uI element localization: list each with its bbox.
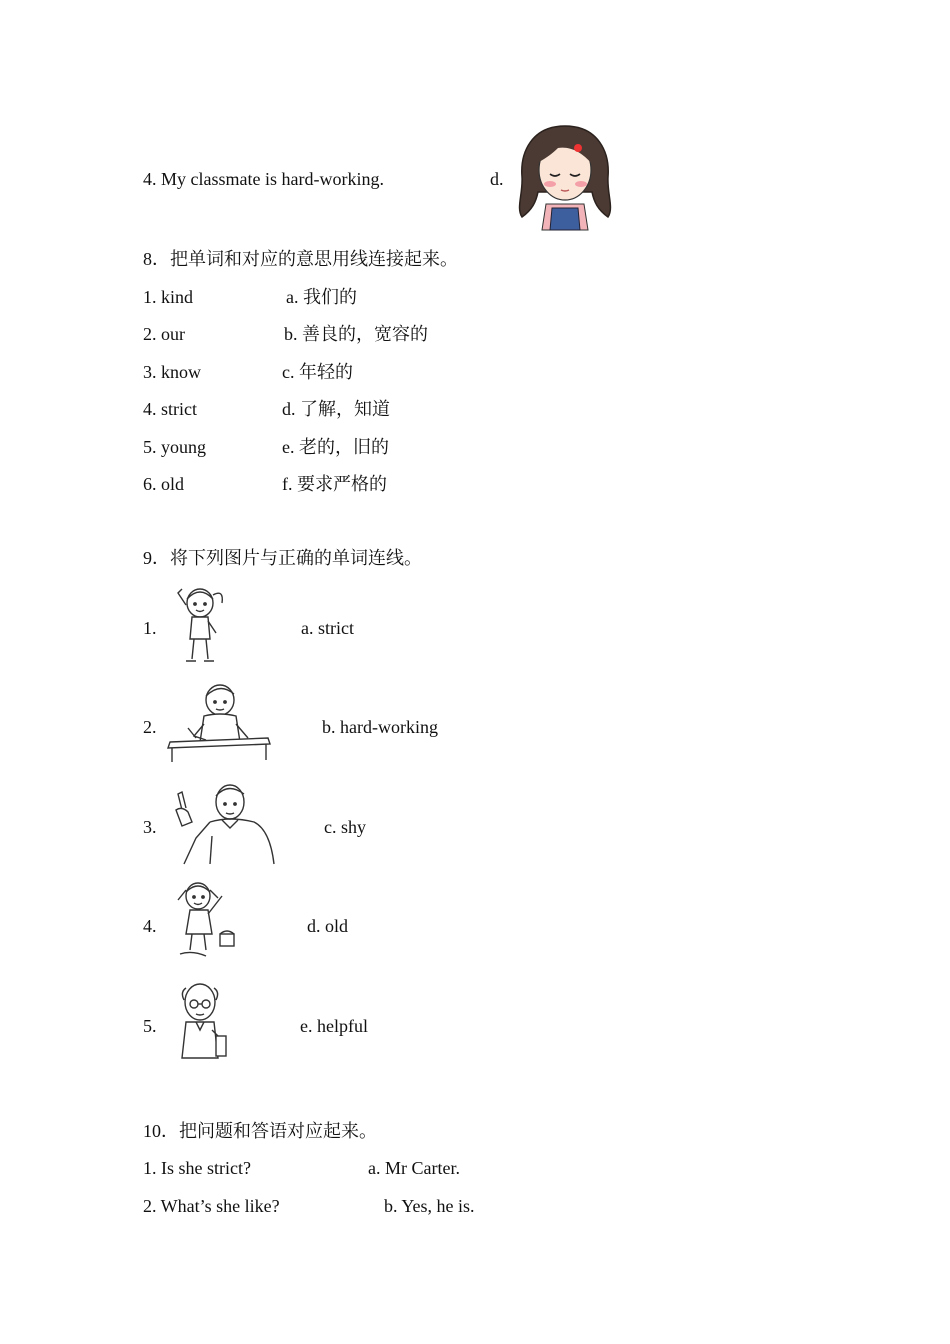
q8-right-e: e. 老的，旧的 — [282, 437, 389, 457]
shy-girl-icon — [512, 122, 618, 232]
q8-title: 8．把单词和对应的意思用线连接起来。 — [143, 249, 458, 269]
q9-number-3: 3. — [143, 817, 157, 837]
q8-right-f: f. 要求严格的 — [282, 474, 387, 494]
boy-writing-icon — [166, 680, 272, 764]
q8-left-2: 2. our — [143, 324, 185, 344]
man-pointing-icon — [170, 780, 276, 866]
q8-left-6: 6. old — [143, 474, 185, 494]
q10-title: 10．把问题和答语对应起来。 — [143, 1121, 377, 1141]
girl-waving-icon — [172, 583, 228, 669]
q10-question-1: 1. Is she strict? — [143, 1158, 251, 1178]
q9-number-4: 4. — [143, 916, 157, 936]
q8-left-5: 5. young — [143, 437, 206, 457]
q9-word-c: c. shy — [324, 817, 366, 837]
q8-right-c: c. 年轻的 — [282, 362, 353, 382]
q9-number-1: 1. — [143, 618, 157, 638]
q8-right-a: a. 我们的 — [286, 287, 357, 307]
q9-title: 9．将下列图片与正确的单词连线。 — [143, 548, 422, 568]
q9-number-5: 5. — [143, 1016, 157, 1036]
q8-right-b: b. 善良的，宽容的 — [284, 324, 428, 344]
q9-word-b: b. hard-working — [322, 717, 438, 737]
q8-left-4: 4. strict — [143, 399, 197, 419]
q10-question-2: 2. What’s she like? — [143, 1196, 280, 1216]
q7-option-d-letter: d. — [490, 169, 504, 189]
q9-number-2: 2. — [143, 717, 157, 737]
q8-left-3: 3. know — [143, 362, 201, 382]
q10-answer-a: a. Mr Carter. — [368, 1158, 460, 1178]
old-man-icon — [172, 978, 228, 1064]
q10-answer-b: b. Yes, he is. — [384, 1196, 475, 1216]
q8-right-d: d. 了解，知道 — [282, 399, 390, 419]
q9-word-d: d. old — [307, 916, 349, 936]
q9-word-e: e. helpful — [300, 1016, 368, 1036]
q9-word-a: a. strict — [301, 618, 354, 638]
girl-cleaning-icon — [172, 878, 244, 962]
q8-left-1: 1. kind — [143, 287, 194, 307]
q7-item-4: 4. My classmate is hard-working. — [143, 169, 384, 189]
